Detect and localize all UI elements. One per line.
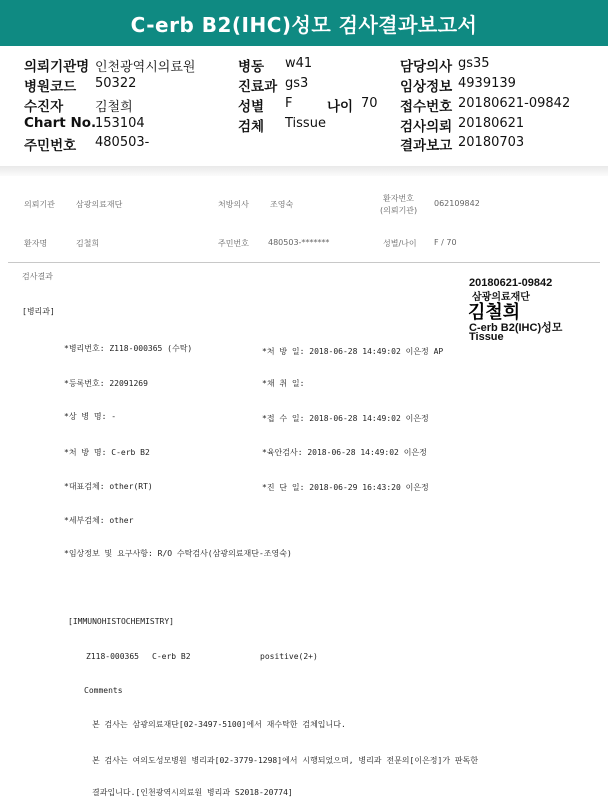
- clinical-info-value: 4939139: [458, 76, 516, 91]
- main-specimen: *대표검체: other(RT): [64, 482, 153, 491]
- scan-patno-sub: (의뢰기관): [380, 206, 418, 215]
- ward-value: w41: [285, 56, 313, 71]
- receipt-no-value: 20180621-09842: [458, 96, 571, 111]
- scan-patno-label: 환자번호: [383, 194, 414, 203]
- report-header: [0, 46, 608, 168]
- resident-no-value: 480503-: [95, 135, 150, 150]
- prescription-name: *처 방 명: C-erb B2: [64, 448, 150, 457]
- clinical-info-label: 임상정보: [400, 79, 453, 95]
- collection-date: *채 취 일:: [262, 379, 305, 388]
- scan-institution-value: 삼광의료재단: [76, 200, 123, 209]
- collector-label: 수진자: [24, 99, 64, 115]
- dept-label: 진료과: [238, 79, 278, 95]
- stamp-lab: 삼광의료재단: [472, 292, 530, 303]
- comments-label: Comments: [84, 686, 123, 695]
- stamp-patient-name: 김철희: [468, 302, 521, 322]
- scan-name-label: 환자명: [24, 239, 48, 248]
- institution-label: 의뢰기관명: [24, 59, 90, 75]
- report-title: C-erb B2(IHC)성모 검사결과보고서: [0, 0, 608, 46]
- scan-sexage-value: F / 70: [434, 238, 457, 247]
- scan-name-value: 김철희: [76, 239, 100, 248]
- hospital-code-label: 병원코드: [24, 79, 77, 95]
- scan-institution-label: 의뢰기관: [24, 200, 55, 209]
- chart-no-label: Chart No.: [24, 115, 97, 131]
- specimen-value: Tissue: [285, 116, 326, 131]
- pathology-no: *병리번호: Z118-000365 (수탁): [64, 344, 193, 353]
- scan-rrn-label: 주민번호: [218, 239, 249, 248]
- sex-value: F: [285, 96, 293, 111]
- registration-no: *등록번호: 22091269: [64, 379, 148, 388]
- hospital-code-value: 50322: [95, 76, 137, 91]
- report-date-label: 결과보고: [400, 138, 453, 154]
- report-date-value: 20180703: [458, 135, 525, 150]
- scan-patno-value: 062109842: [434, 199, 480, 208]
- request-date-value: 20180621: [458, 116, 525, 131]
- detail-specimen: *세부검체: other: [64, 516, 134, 525]
- diagnosis-name: *상 병 명: -: [64, 412, 117, 421]
- chart-no-value: 153104: [95, 116, 145, 131]
- stamp-specimen: Tissue: [469, 331, 504, 343]
- scan-section-label: [병리과]: [22, 307, 55, 316]
- gross-exam-date: *육안검사: 2018-06-28 14:49:02 이은정: [262, 448, 427, 457]
- comment-line-3: 결과입니다.[인천광역시의료원 병리과 S2018-20774]: [92, 788, 293, 797]
- specimen-label: 검체: [238, 119, 265, 135]
- scan-doctor-value: 조영숙: [270, 200, 294, 209]
- dept-value: gs3: [285, 76, 309, 91]
- doctor-label: 담당의사: [400, 59, 453, 75]
- scan-result-label: 검사결과: [22, 272, 53, 281]
- ihc-result: positive(2+): [260, 652, 318, 661]
- prescription-date: *처 방 일: 2018-06-28 14:49:02 이은정 AP: [262, 347, 444, 356]
- receipt-date: *접 수 일: 2018-06-28 14:49:02 이은정: [262, 414, 429, 423]
- stamp-test-name: C-erb B2(IHC)성모: [469, 322, 563, 334]
- diagnosis-date: *진 단 일: 2018-06-29 16:43:20 이은정: [262, 483, 429, 492]
- scan-divider: [8, 262, 600, 263]
- scanned-report: [0, 176, 608, 809]
- clinical-info-request: *임상정보 및 요구사항: R/O 수탁검사(삼광의료재단-조영숙): [64, 549, 292, 558]
- request-date-label: 검사의뢰: [400, 119, 453, 135]
- sex-label: 성별: [238, 99, 265, 115]
- comment-line-1: 본 검사는 삼광의료재단[02-3497-5100]에서 재수탁한 검체입니다.: [92, 720, 346, 729]
- stamp-receipt-no: 20180621-09842: [469, 277, 553, 289]
- resident-no-label: 주민번호: [24, 138, 77, 154]
- doctor-value: gs35: [458, 56, 490, 71]
- age-label: 나이: [327, 99, 354, 115]
- institution-value: 인천광역시의료원: [95, 60, 196, 75]
- comment-line-2: 본 검사는 여의도성모병원 병리과[02-3779-1298]에서 시행되었으며, 병리과 전문의[이은정]가 판독한: [92, 756, 479, 765]
- ihc-title: [IMMUNOHISTOCHEMISTRY]: [68, 617, 174, 626]
- scan-rrn-value: 480503-*******: [268, 238, 330, 247]
- ihc-test: C-erb B2: [152, 652, 191, 661]
- age-value: 70: [361, 96, 378, 111]
- collector-value: 김철희: [95, 100, 133, 115]
- scan-doctor-label: 처방의사: [218, 200, 249, 209]
- scan-sexage-label: 성별/나이: [383, 239, 417, 248]
- ihc-id: Z118-000365: [86, 652, 139, 661]
- receipt-no-label: 접수번호: [400, 99, 453, 115]
- ward-label: 병동: [238, 59, 265, 75]
